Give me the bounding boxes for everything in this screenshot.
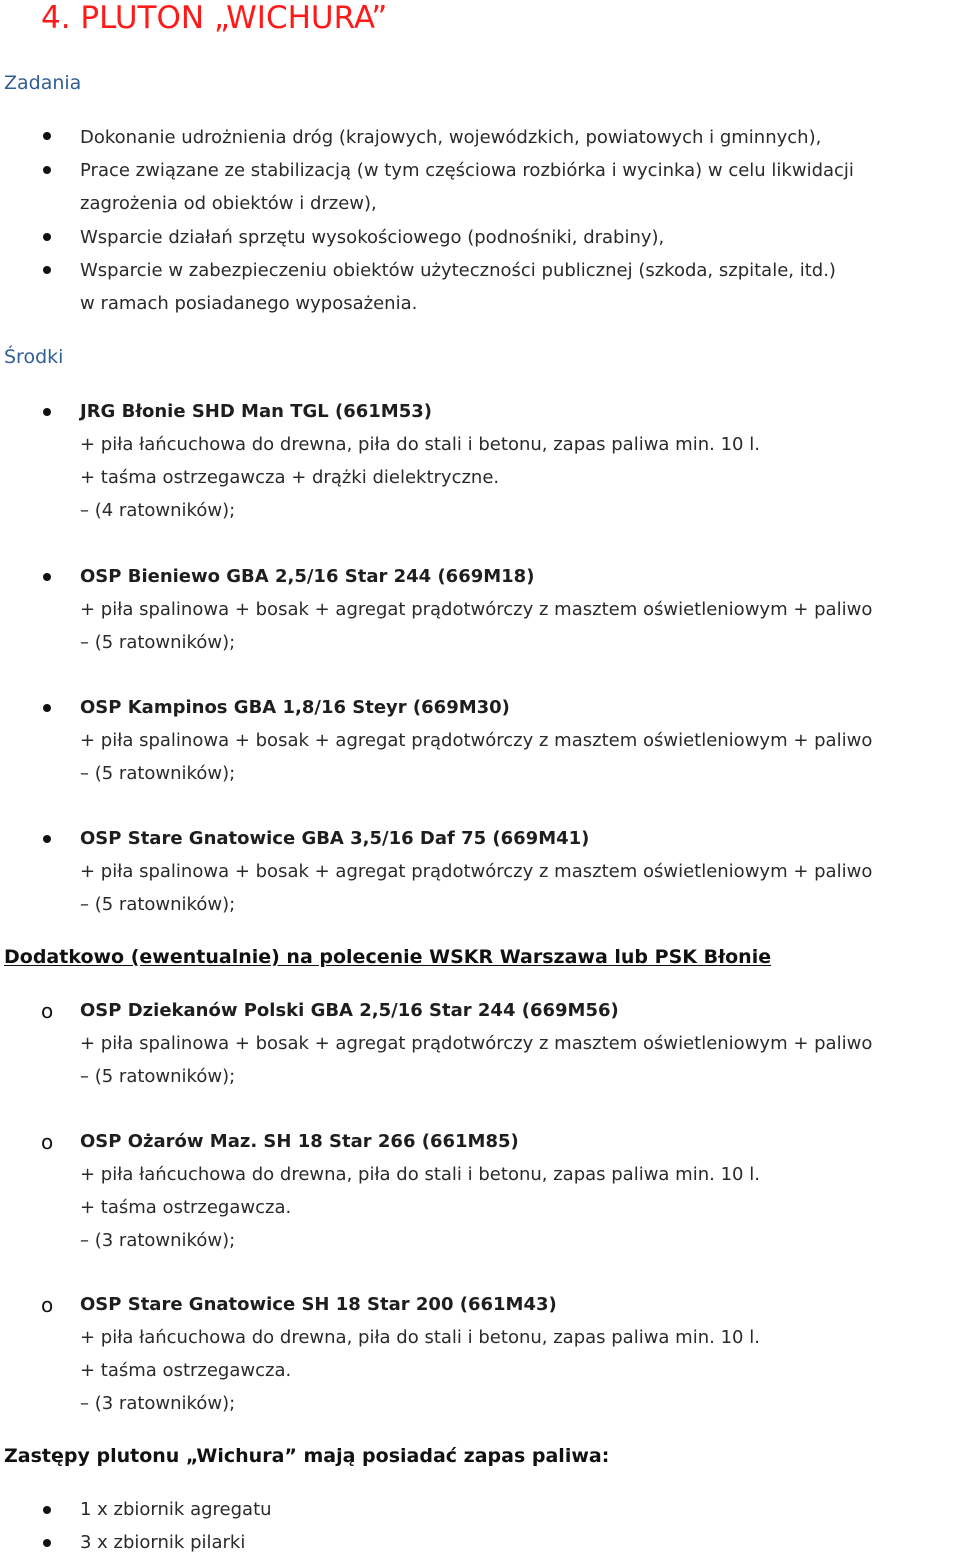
unit-crew: – (5 ratowników); [80,763,236,784]
unit-equipment: + piła łańcuchowa do drewna, piła do stali i betonu, zapas paliwa min. 10 l. [80,1327,760,1348]
bullet-icon [43,166,51,174]
bullet-icon [43,233,51,241]
task-item: Prace związane ze stabilizacją (w tym częściowa rozbiórka i wycinka) w celu likwidacji [80,160,854,181]
bullet-icon [43,266,51,274]
bullet-icon [43,132,51,140]
unit-equipment: + piła spalinowa + bosak + agregat prądotwórczy z masztem oświetleniowym + paliwo [80,861,873,882]
resources-heading: Środki [4,346,64,368]
bullet-icon [43,835,51,843]
circle-bullet-icon: o [41,1293,54,1317]
unit-equipment: + taśma ostrzegawcza. [80,1197,292,1218]
unit-crew: – (3 ratowników); [80,1393,236,1414]
circle-bullet-icon: o [41,999,54,1023]
tasks-heading: Zadania [4,72,82,94]
unit-crew: – (5 ratowników); [80,1066,236,1087]
task-item: Wsparcie w zabezpieczeniu obiektów użyteczności publicznej (szkoda, szpitale, itd.) [80,260,836,281]
bullet-icon [43,704,51,712]
unit-equipment: + piła łańcuchowa do drewna, piła do stali i betonu, zapas paliwa min. 10 l. [80,1164,760,1185]
unit-crew: – (3 ratowników); [80,1230,236,1251]
task-item-continuation: w ramach posiadanego wyposażenia. [80,293,418,314]
bullet-icon [43,1506,51,1514]
task-item-continuation: zagrożenia od obiektów i drzew), [80,193,377,214]
document-title: 4. PLUTON „WICHURA” [41,0,388,36]
task-item: Dokonanie udrożnienia dróg (krajowych, wojewódzkich, powiatowych i gminnych), [80,127,822,148]
additional-heading: Dodatkowo (ewentualnie) na polecenie WSKR Warszawa lub PSK Błonie [4,946,772,968]
unit-name: OSP Stare Gnatowice SH 18 Star 200 (661M43) [80,1294,557,1315]
unit-equipment: + piła łańcuchowa do drewna, piła do stali i betonu, zapas paliwa min. 10 l. [80,434,760,455]
unit-name: OSP Dziekanów Polski GBA 2,5/16 Star 244 (669M56) [80,1000,619,1021]
bullet-icon [43,573,51,581]
bullet-icon [43,408,51,416]
unit-equipment: + piła spalinowa + bosak + agregat prądotwórczy z masztem oświetleniowym + paliwo [80,1033,873,1054]
unit-name: OSP Kampinos GBA 1,8/16 Steyr (669M30) [80,697,510,718]
circle-bullet-icon: o [41,1130,54,1154]
unit-equipment: + taśma ostrzegawcza. [80,1360,292,1381]
unit-equipment: + piła spalinowa + bosak + agregat prądotwórczy z masztem oświetleniowym + paliwo [80,599,873,620]
unit-equipment: + taśma ostrzegawcza + drążki dielektryczne. [80,467,500,488]
bullet-icon [43,1539,51,1547]
unit-crew: – (5 ratowników); [80,632,236,653]
unit-name: OSP Stare Gnatowice GBA 3,5/16 Daf 75 (669M41) [80,828,590,849]
unit-name: OSP Ożarów Maz. SH 18 Star 266 (661M85) [80,1131,519,1152]
unit-crew: – (5 ratowników); [80,894,236,915]
unit-crew: – (4 ratowników); [80,500,236,521]
unit-name: JRG Błonie SHD Man TGL (661M53) [80,401,432,422]
fuel-item: 3 x zbiornik pilarki [80,1532,246,1553]
fuel-item: 1 x zbiornik agregatu [80,1499,272,1520]
unit-name: OSP Bieniewo GBA 2,5/16 Star 244 (669M18) [80,566,535,587]
unit-equipment: + piła spalinowa + bosak + agregat prądotwórczy z masztem oświetleniowym + paliwo [80,730,873,751]
task-item: Wsparcie działań sprzętu wysokościowego (podnośniki, drabiny), [80,227,665,248]
fuel-heading: Zastępy plutonu „Wichura” mają posiadać zapas paliwa: [4,1445,610,1467]
